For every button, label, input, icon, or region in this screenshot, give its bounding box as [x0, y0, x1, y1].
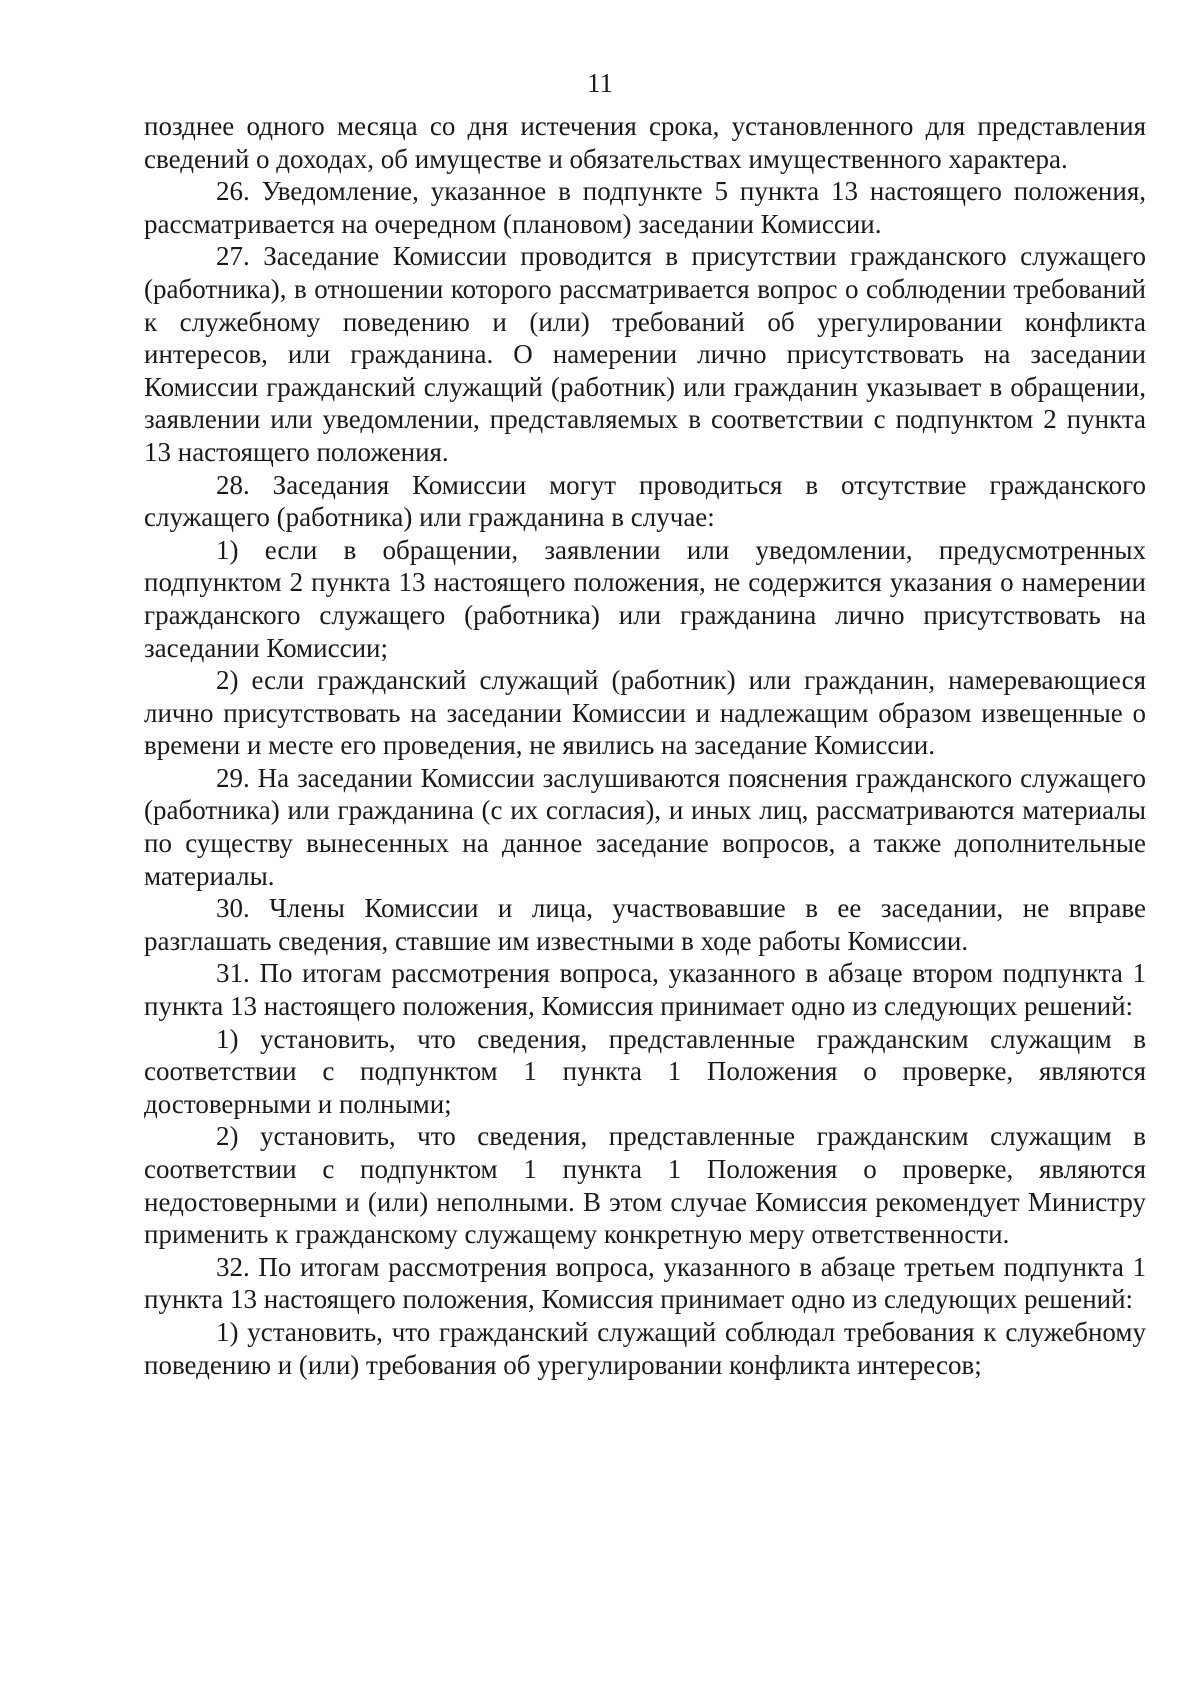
paragraph-28: 28. Заседания Комиссии могут проводиться в отсутствие гражданского служащего (работника) или гражданина в случае: [144, 469, 1146, 533]
paragraph-32-item-1: 1) установить, что гражданский служащий соблюдал требования к служебному поведению и (или) требования об урегулировании конфликта интересов; [144, 1316, 1146, 1380]
paragraph-30: 30. Члены Комиссии и лица, участвовавшие в ее заседании, не вправе разглашать сведения, ставшие им известными в ходе работы Комиссии. [144, 893, 1146, 956]
paragraph-31: 31. По итогам рассмотрения вопроса, указанного в абзаце втором подпункта 1 пункта 13 настоящего положения, Комиссия принимает одно из следующих решений: [144, 958, 1146, 1022]
paragraph-29: 29. На заседании Комиссии заслушиваются пояснения гражданского служащего (работника) или гражданина (с их согласия), и иных лиц, рассматриваются материалы по существу вынесенных на данное заседание вопросов, а также дополнительные материалы. [144, 762, 1146, 891]
paragraph-28-item-2: 2) если гражданский служащий (работник) или гражданин, намеревающиеся лично присутствовать на заседании Комиссии и надлежащим образом извещенные о времени и месте его проведения, не явились на заседание Комиссии. [144, 665, 1146, 761]
paragraph-26: 26. Уведомление, указанное в подпункте 5 пункта 13 настоящего положения, рассматривается на очередном (плановом) заседании Комиссии. [144, 176, 1146, 239]
paragraph-27: 27. Заседание Комиссии проводится в присутствии гражданского служащего (работника), в отношении которого рассматривается вопрос о соблюдении требований к служебному поведению и (или) требований об урегулировании конфликта интересов, или гражданина. О намерении лично присутствовать на заседании Комиссии гражданский служащий (работник) или гражданин указывает в обращении, заявлении или уведомлении, представляемых в соответствии с подпунктом 2 пункта 13 настоящего положения. [144, 241, 1146, 467]
paragraph-32: 32. По итогам рассмотрения вопроса, указанного в абзаце третьем подпункта 1 пункта 13 настоящего положения, Комиссия принимает одно из следующих решений: [144, 1251, 1146, 1315]
paragraph-31-item-1: 1) установить, что сведения, представленные гражданским служащим в соответствии с подпунктом 1 пункта 1 Положения о проверке, являются достоверными и полными; [144, 1023, 1146, 1119]
page-number: 11 [587, 68, 613, 98]
paragraph-continuation: позднее одного месяца со дня истечения срока, установленного для представления сведений о доходах, об имуществе и обязательствах имущественного характера. [144, 111, 1146, 174]
paragraph-31-item-2: 2) установить, что сведения, представленные гражданским служащим в соответствии с подпунктом 1 пункта 1 Положения о проверке, являются недостоверными и (или) неполными. В этом случае Комиссия рекомендует Министру применить к гражданскому служащему конкретную меру ответственности. [144, 1121, 1146, 1250]
document-body [144, 110, 1146, 1381]
paragraph-28-item-1: 1) если в обращении, заявлении или уведомлении, предусмотренных подпунктом 2 пункта 13 настоящего положения, не содержится указания о намерении гражданского служащего (работника) или гражданина лично присутствовать на заседании Комиссии; [144, 534, 1146, 663]
